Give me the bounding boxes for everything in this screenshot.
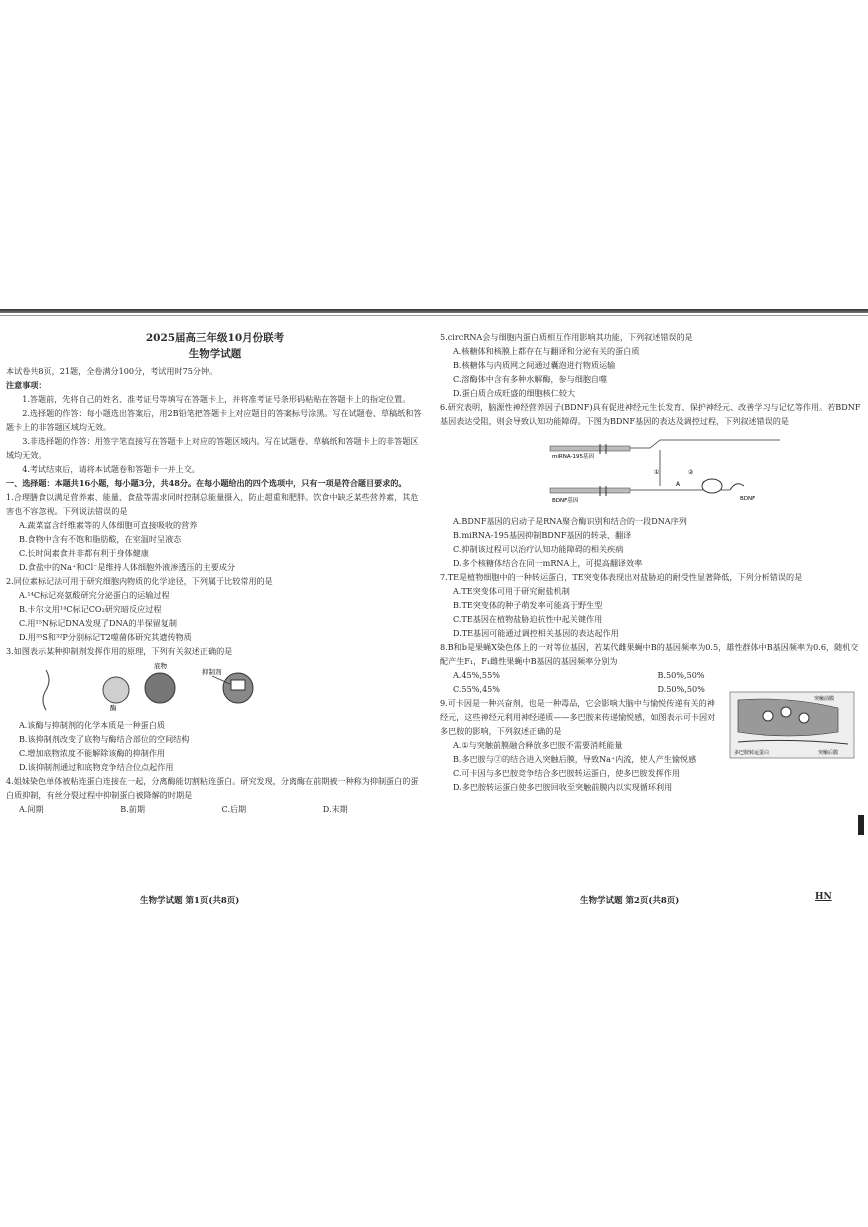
question-3-stem: 3.如图表示某种抑制剂发挥作用的原理，下列有关叙述正确的是 (6, 646, 233, 656)
question-3-option-d: D.该抑制剂通过和底物竞争结合位点起作用 (18, 762, 174, 772)
question-1-option-b: B.食物中含有不饱和脂肪酸，在室温时呈液态 (18, 534, 182, 544)
question-2-option-c: C.用¹⁵N标记DNA发现了DNA的半保留复制 (18, 618, 177, 628)
figure-label: BDNF基因 (552, 498, 579, 504)
bdnf-regulation-figure (440, 428, 860, 514)
question-8-stem: 8.B和b是果蝇X染色体上的一对等位基因，若某代雌果蝇中B的基因频率为0.5，雄性群体中B基因频率为0.6，随机交配产生F₁，F₁雌性果蝇中B基因的基因频率分别为 (440, 642, 859, 666)
right-page (440, 330, 862, 794)
figure-label: ② (688, 469, 694, 476)
question-9-option-d: D.多巴胺转运蛋白使多巴胺回收至突触前膜内以实现循环利用 (452, 782, 673, 792)
question-8-option-d: D.50%,50% (657, 684, 705, 694)
question-6-option-b: B.miRNA-195基因抑制BDNF基因的转录、翻译 (452, 530, 632, 540)
question-5-option-d: D.蛋白质合成旺盛的细胞核仁较大 (452, 388, 576, 398)
dna-strand-icon (550, 444, 630, 496)
figure-label: BDNF (740, 496, 756, 502)
substrate-icon (43, 670, 49, 710)
question-6-option-a: A.BDNF基因的启动子是RNA聚合酶识别和结合的一段DNA序列 (452, 516, 687, 526)
figure-label: 突触前膜 (814, 696, 835, 702)
scan-edge-mark (858, 815, 864, 835)
question-7-option-d: D.TE基因可能通过调控相关基因的表达起作用 (452, 628, 619, 638)
notice-item: 2.选择题的作答：每小题选出答案后，用2B铅笔把答题卡上对应题目的答案标号涂黑。写在试题卷、草稿纸和答题卡上的非答题区域均无效。 (6, 408, 422, 432)
question-4-option-b: B.前期 (120, 804, 145, 814)
question-6-stem: 6.研究表明，脑源性神经营养因子(BDNF)具有促进神经元生长发育、保护神经元、改善学习与记忆等作用。若BDNF基因表达受阻，则会导致认知功能障碍。下图为BDNF基因的表达及调控过程，下列叙述错误的是 (440, 402, 861, 426)
figure-label: 抑制剂 (202, 668, 222, 676)
question-4-option-d: D.末期 (322, 804, 348, 814)
question-1-option-a: A.蔬菜富含纤维素等的人体细胞可直接吸收的营养 (18, 520, 198, 530)
question-8-option-b: B.50%,50% (657, 670, 705, 680)
exam-title: 2025届高三年级10月份联考 (145, 332, 285, 344)
ribosome-icon (702, 479, 744, 493)
question-5-option-c: C.溶酶体中含有多种水解酶，参与细胞自噬 (452, 374, 608, 384)
question-2-option-b: B.卡尔文用¹⁴C标记CO₂研究暗反应过程 (18, 604, 162, 614)
question-8-options-row (440, 668, 862, 682)
figure-label: ① (654, 469, 660, 476)
question-9-stem: 9.可卡因是一种兴奋剂，也是一种毒品，它会影响大脑中与愉悦传递有关的神经元，这些神经元利用神经递质——多巴胺来传递愉悦感，如图表示可卡因对多巴胺的影响，下列叙述正确的是 (440, 698, 716, 736)
figure-label: 底物 (154, 662, 167, 670)
question-1-option-d: D.食盐中的Na⁺和Cl⁻是维持人体细胞外液渗透压的主要成分 (18, 562, 236, 572)
enzyme-inhibitor-figure (6, 658, 266, 718)
question-3-option-c: C.增加底物浓度不能解除该酶的抑制作用 (18, 748, 166, 758)
figure-label: 多巴胺转运蛋白 (734, 750, 770, 756)
question-1-stem: 1.合理膳食以满足营养素、能量、食盐等需求同时控制总能量摄入，防止超重和肥胖。饮食中缺乏某些营养素，其危害也不容忽视。下列说法错误的是 (6, 492, 419, 516)
enzyme-icon (103, 673, 253, 703)
notice-label: 注意事项： (6, 380, 47, 390)
section-heading: 一、选择题：本题共16小题，每小题3分，共48分。在每小题给出的四个选项中，只有一项是符合题目要求的。 (6, 478, 407, 488)
question-9-option-b: B.多巴胺与②的结合进入突触后膜，导致Na⁺内流，使人产生愉悦感 (452, 754, 697, 764)
question-2-option-d: D.用³⁵S和³²P分别标记T2噬菌体研究其遗传物质 (18, 632, 192, 642)
notice-item: 3.非选择题的作答：用签字笔直接写在答题卡上对应的答题区域内。写在试题卷、草稿纸和答题卡上的非答题区域均无效。 (6, 436, 419, 460)
question-6-option-d: D.多个核糖体结合在同一mRNA上，可提高翻译效率 (452, 558, 643, 568)
question-8-option-c: C.55%,45% (452, 684, 500, 694)
question-7-stem: 7.TE是植物细胞中的一种转运蛋白，TE突变体表现出对盐胁迫的耐受性显著降低，下列分析错误的是 (440, 572, 803, 582)
question-3-option-a: A.该酶与抑制剂的化学本质是一种蛋白质 (18, 720, 165, 730)
notice-item: 1.答题前，先将自己的姓名、准考证号等填写在答题卡上，并将准考证号条形码粘贴在答题卡上的指定位置。 (22, 394, 411, 404)
question-4-stem: 4.姐妹染色单体被粘连蛋白连接在一起，分离酶能切割粘连蛋白。研究发现，分离酶在前期被一种称为抑制蛋白的蛋白质抑制，有丝分裂过程中抑制蛋白被降解的时期是 (6, 776, 419, 800)
notice-item: 4.考试结束后，请将本试题卷和答题卡一并上交。 (22, 464, 200, 474)
question-4-option-c: C.后期 (221, 804, 247, 814)
left-page (6, 330, 424, 816)
question-7-option-b: B.TE突变体的种子萌发率可能高于野生型 (452, 600, 603, 610)
question-8-option-a: A.45%,55% (452, 670, 500, 680)
question-9-option-c: C.可卡因与多巴胺竞争结合多巴胺转运蛋白，使多巴胺发挥作用 (452, 768, 680, 778)
question-5-stem: 5.circRNA会与细胞内蛋白质相互作用影响其功能，下列叙述错误的是 (440, 332, 693, 342)
scan-top-border-thin (0, 315, 868, 316)
question-7-option-c: C.TE基因在植物盐胁迫抗性中起关键作用 (452, 614, 603, 624)
figure-label: A (676, 481, 681, 488)
question-4-options (6, 802, 424, 816)
figure-label: 突触后膜 (818, 750, 839, 756)
question-5-option-a: A.核糖体和核膜上都存在与翻译和分泌有关的蛋白质 (452, 346, 640, 356)
question-7-option-a: A.TE突变体可用于研究耐盐机制 (452, 586, 570, 596)
footer-left: 生物学试题 第1页(共8页) (140, 896, 240, 906)
figure-label: 酶 (110, 704, 117, 712)
exam-meta: 本试卷共8页，21题，全卷满分100分，考试用时75分钟。 (6, 366, 218, 376)
question-2-stem: 2.同位素标记法可用于研究细胞内物质的化学途径，下列属于比较常用的是 (6, 576, 273, 586)
question-9-option-a: A.①与突触前膜融合释放多巴胺不需要消耗能量 (452, 740, 623, 750)
synapse-figure (728, 690, 858, 764)
paper-code: HN (815, 892, 832, 902)
question-4-option-a: A.间期 (18, 804, 44, 814)
question-6-option-c: C.抑制该过程可以治疗认知功能障碍的相关疾病 (452, 544, 624, 554)
question-1-option-c: C.长时间素食并非都有利于身体健康 (18, 548, 149, 558)
scan-top-border (0, 309, 868, 313)
footer-right: 生物学试题 第2页(共8页) (580, 896, 680, 906)
figure-label: miRNA-195基因 (552, 454, 594, 460)
question-2-option-a: A.¹⁴C标记亮氨酸研究分泌蛋白的运输过程 (18, 590, 170, 600)
question-3-option-b: B.该抑制剂改变了底物与酶结合部位的空间结构 (18, 734, 190, 744)
question-5-option-b: B.核糖体与内质网之间通过囊泡进行物质运输 (452, 360, 616, 370)
exam-subject: 生物学试题 (188, 348, 242, 360)
